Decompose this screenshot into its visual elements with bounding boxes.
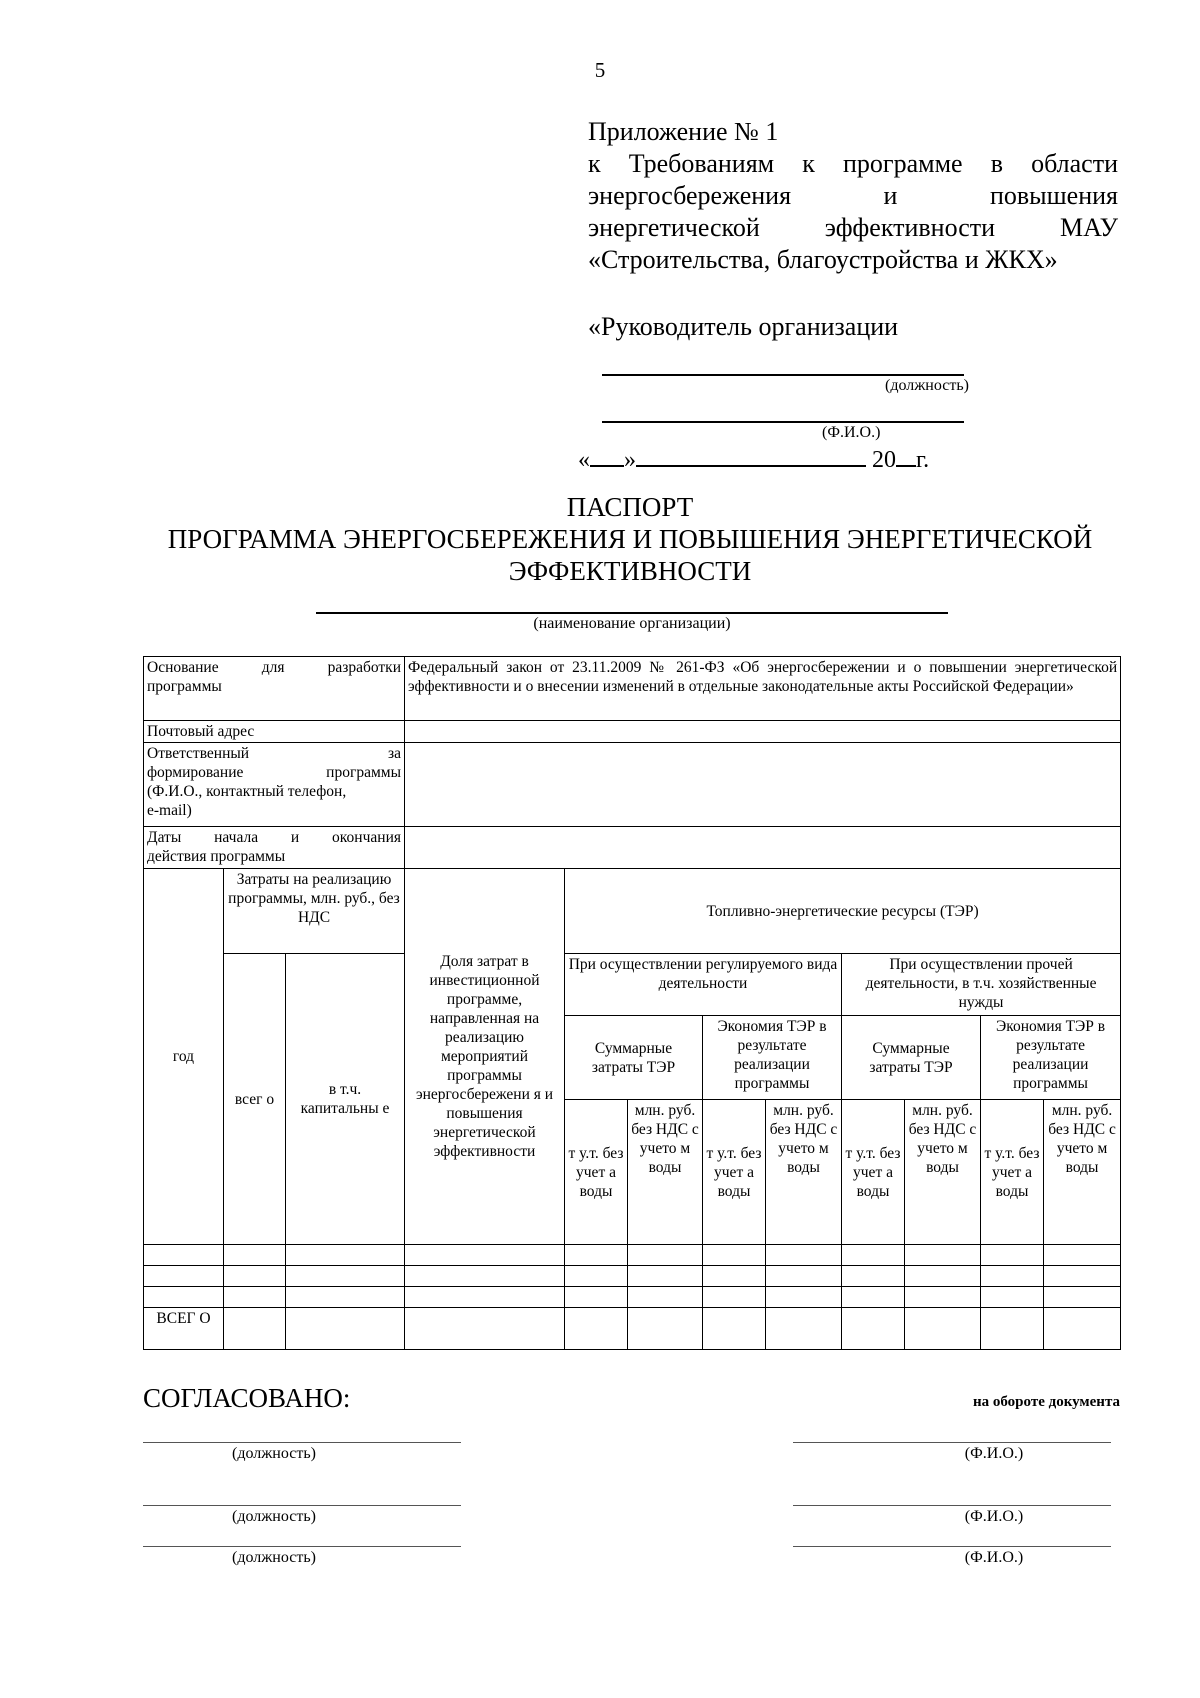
unit-tut-header: т у.т. без учет а воды [703, 1100, 766, 1245]
unit-tut-header: т у.т. без учет а воды [842, 1100, 905, 1245]
appendix-line-3: энергосбережения и повышения [588, 181, 1118, 210]
day-blank [590, 441, 624, 467]
unit-rub-header: млн. руб. без НДС с учето м воды [905, 1100, 981, 1245]
responsible-row [144, 743, 1121, 827]
table-row [144, 1287, 1121, 1308]
fio-caption: (Ф.И.О.) [822, 424, 881, 441]
unit-tut-header: т у.т. без учет а воды [565, 1100, 628, 1245]
year-prefix: 20 [872, 447, 896, 473]
passport-table [143, 656, 1121, 1350]
responsible-value [405, 743, 1121, 827]
unit-tut-header: т у.т. без учет а воды [981, 1100, 1044, 1245]
reverse-note: на обороте документа [972, 1394, 1120, 1410]
unit-rub-header: млн. руб. без НДС с учето м воды [628, 1100, 703, 1245]
agreed-title: СОГЛАСОВАНО: [143, 1383, 351, 1413]
agreed-fio-caption-3: (Ф.И.О.) [964, 1549, 1024, 1566]
header-row-2 [144, 954, 1121, 1016]
responsible-label [144, 743, 405, 827]
basis-row [144, 657, 1121, 721]
other-economy-header: Экономия ТЭР в результате реализации программы [981, 1016, 1121, 1100]
unit-rub-header: млн. руб. без НДС с учето м воды [1044, 1100, 1121, 1245]
unit-rub-header: млн. руб. без НДС с учето м воды [766, 1100, 842, 1245]
organization-name-line [316, 612, 948, 614]
agreed-fio-line-1 [793, 1442, 1111, 1443]
costs-header: Затраты на реализацию программы, млн. руб., без НДС [224, 869, 405, 954]
position-caption: (должность) [885, 377, 969, 394]
agreed-position-line-2 [143, 1505, 461, 1506]
agreed-position-caption-2: (должность) [232, 1508, 316, 1525]
date-open-quote: « [578, 447, 590, 473]
postal-row [144, 721, 1121, 743]
postal-value [405, 721, 1121, 743]
regulated-economy-header: Экономия ТЭР в результате реализации программы [703, 1016, 842, 1100]
agreed-fio-caption-2: (Ф.И.О.) [964, 1508, 1024, 1525]
month-blank [636, 441, 866, 467]
program-title-line-1: ПРОГРАММА ЭНЕРГОСБЕРЕЖЕНИЯ И ПОВЫШЕНИЯ ЭНЕРГЕТИЧЕСКОЙ [167, 524, 1093, 554]
regulated-activity-header: При осуществлении регулируемого вида деятельности [565, 954, 842, 1016]
basis-value: Федеральный закон от 23.11.2009 № 261-ФЗ «Об энергосбережении и о повышении энергетической эффективности и о внесении изменений в отдельные законодательные акты Российской Федерации» [405, 657, 1121, 721]
other-sum-header: Суммарные затраты ТЭР [842, 1016, 981, 1100]
appendix-line-5: «Строительства, благоустройства и ЖКХ» [588, 245, 1058, 274]
program-title-line-2: ЭФФЕКТИВНОСТИ [508, 556, 752, 586]
responsible-line-3: (Ф.И.О., контактный телефон, [147, 783, 347, 800]
table-row [144, 1266, 1121, 1287]
capital-cost-header: в т.ч. капитальны е [286, 954, 405, 1245]
approval-head: «Руководитель организации [588, 312, 899, 341]
header-row-1 [144, 869, 1121, 954]
year-blank [896, 441, 916, 467]
agreed-position-caption-1: (должность) [232, 1445, 316, 1462]
table-row [144, 1245, 1121, 1266]
dates-line-2: действия программы [147, 848, 286, 865]
total-cost-header: всег о [224, 954, 286, 1245]
regulated-sum-header: Суммарные затраты ТЭР [565, 1016, 703, 1100]
total-row [144, 1308, 1121, 1350]
basis-label: Основание для разработки программы [144, 657, 405, 721]
dates-value [405, 827, 1121, 869]
agreed-position-caption-3: (должность) [232, 1549, 316, 1566]
responsible-line-4: e-mail) [147, 802, 192, 819]
approval-date [578, 441, 929, 474]
dates-line-1: Даты начала и окончания [147, 829, 401, 846]
share-header: Доля затрат в инвестиционной программе, направленная на реализацию мероприятий программы энергосбережени я и повышения энергетической эффективности [405, 869, 565, 1245]
agreed-position-line-1 [143, 1442, 461, 1443]
agreed-fio-line-2 [793, 1505, 1111, 1506]
agreed-fio-line-3 [793, 1546, 1111, 1547]
passport-title: ПАСПОРТ [566, 492, 694, 522]
agreed-fio-caption-1: (Ф.И.О.) [964, 1445, 1024, 1462]
responsible-line-1: Ответственный за [147, 745, 401, 762]
responsible-line-2: формирование программы [147, 764, 401, 781]
page-number: 5 [594, 58, 606, 82]
appendix-heading [588, 116, 1118, 276]
organization-caption: (наименование организации) [533, 615, 731, 632]
position-signature-line [602, 374, 964, 376]
other-activity-header: При осуществлении прочей деятельности, в т.ч. хозяйственные нужды [842, 954, 1121, 1016]
ter-header: Топливно-энергетические ресурсы (ТЭР) [565, 869, 1121, 954]
year-suffix: г. [916, 447, 930, 473]
dates-row [144, 827, 1121, 869]
postal-label: Почтовый адрес [144, 721, 405, 743]
date-close-quote: » [624, 447, 636, 473]
appendix-line-1: Приложение № 1 [588, 117, 779, 146]
appendix-line-2: к Требованиям к программе в области [588, 149, 1118, 178]
agreed-position-line-3 [143, 1546, 461, 1547]
year-header: год [144, 869, 224, 1245]
appendix-line-4: энергетической эффективности МАУ [588, 213, 1118, 242]
fio-signature-line [602, 421, 964, 423]
total-row-label: ВСЕГ О [144, 1308, 224, 1350]
dates-label [144, 827, 405, 869]
